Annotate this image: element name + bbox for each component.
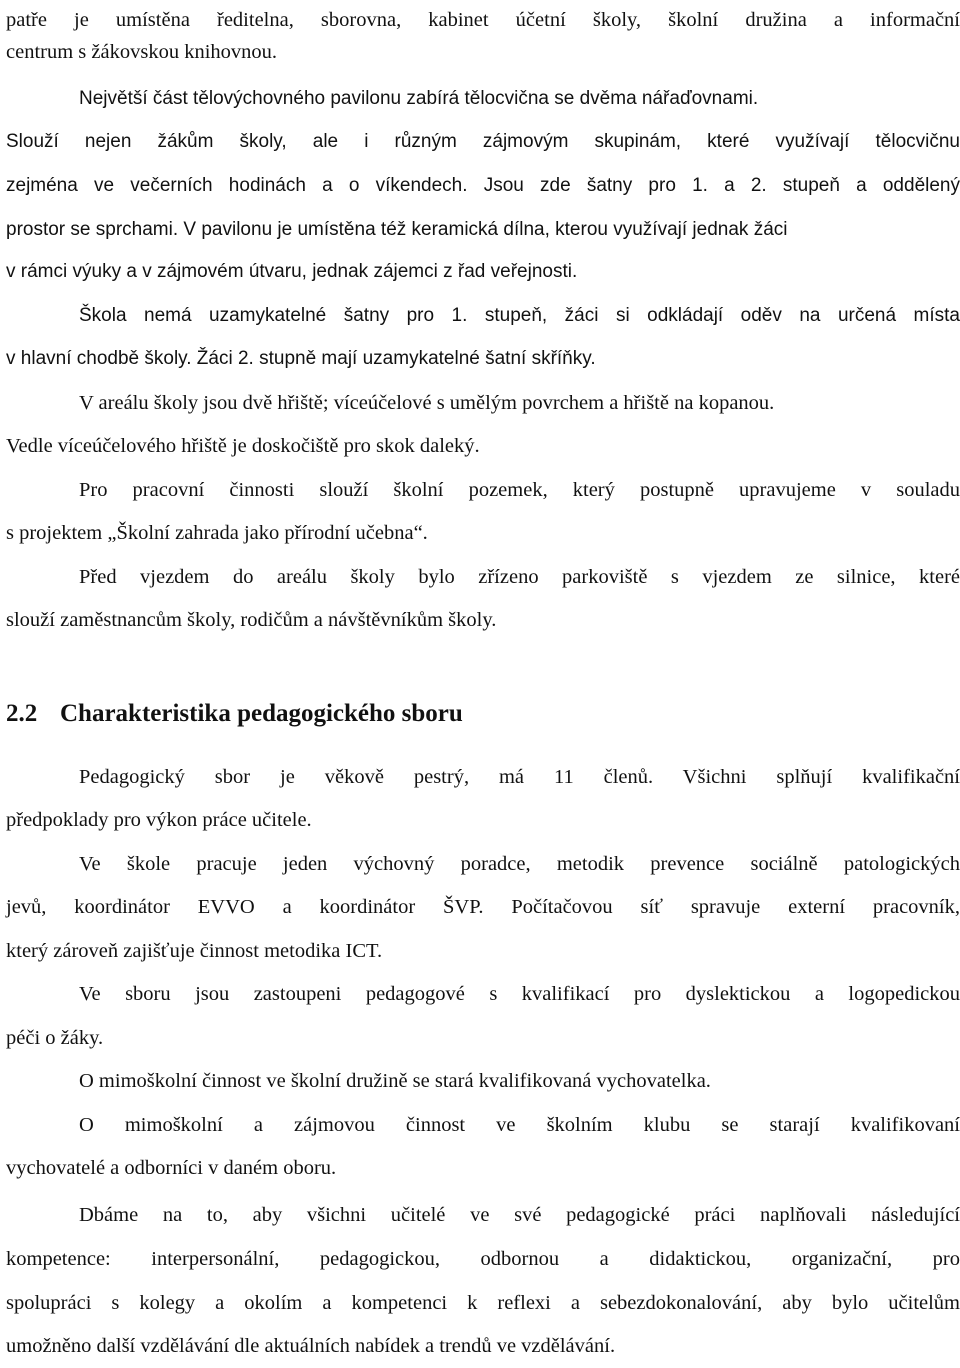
paragraph-line: umožněno další vzdělávání dle aktuálních nabídek a trendů ve vzdělávání. bbox=[6, 1335, 616, 1357]
paragraph-text: V pavilonu je umístěna též keramická dílna, kterou využívají jednak žáci bbox=[178, 219, 788, 240]
paragraph-line: Ve sboru jsou zastoupeni pedagogové s kvalifikací pro dyslektickou a logopedickou bbox=[79, 983, 960, 1005]
paragraph-text: prostor se sprchami. bbox=[6, 219, 179, 240]
paragraph-line: Dbáme na to, aby všichni učitelé ve své pedagogické práci naplňovali následující bbox=[79, 1204, 960, 1226]
paragraph-line: vychovatelé a odborníci v daném oboru. bbox=[6, 1157, 337, 1179]
paragraph-line: spolupráci s kolegy a okolím a kompetenci k reflexi a sebezdokonalování, aby bylo učitelům bbox=[6, 1292, 960, 1314]
paragraph-line: předpoklady pro výkon práce učitele. bbox=[6, 809, 312, 831]
paragraph-line: jevů, koordinátor EVVO a koordinátor ŠVP. Počítačovou síť spravuje externí pracovník, bbox=[6, 896, 960, 918]
paragraph-line: Pedagogický sbor je věkově pestrý, má 11 členů. Všichni splňují kvalifikační bbox=[79, 766, 960, 788]
paragraph-line: V areálu školy jsou dvě hřiště; víceúčelové s umělým povrchem a hřiště na kopanou. bbox=[79, 392, 775, 414]
paragraph-line: Vedle víceúčelového hřiště je doskočiště pro skok daleký. bbox=[6, 435, 480, 457]
paragraph-line: Slouží nejen žákům školy, ale i různým zájmovým skupinám, které využívají tělocvičnu bbox=[6, 131, 960, 152]
paragraph-line: O mimoškolní a zájmovou činnost ve školním klubu se starají kvalifikovaní bbox=[79, 1114, 960, 1136]
paragraph-line: Ve škole pracuje jeden výchovný poradce, metodik prevence sociálně patologických bbox=[79, 853, 960, 875]
paragraph-line: patře je umístěna ředitelna, sborovna, kabinet účetní školy, školní družina a informační bbox=[6, 9, 960, 31]
paragraph-line: centrum s žákovskou knihovnou. bbox=[6, 41, 278, 63]
paragraph-line: O mimoškolní činnost ve školní družině se stará kvalifikovaná vychovatelka. bbox=[79, 1070, 711, 1092]
paragraph-line: v rámci výuky a v zájmovém útvaru, jednak zájemci z řad veřejnosti. bbox=[6, 261, 578, 282]
paragraph-line: zejména ve večerních hodinách a o víkendech. Jsou zde šatny pro 1. a 2. stupeň a oddělený bbox=[6, 175, 960, 196]
paragraph-line: slouží zaměstnancům školy, rodičům a návštěvníkům školy. bbox=[6, 609, 497, 631]
paragraph-line: s projektem „Školní zahrada jako přírodní učebna“. bbox=[6, 522, 428, 544]
paragraph-line bbox=[6, 207, 960, 251]
section-heading bbox=[6, 689, 960, 739]
paragraph-line: Škola nemá uzamykatelné šatny pro 1. stupeň, žáci si odkládají oděv na určená místa bbox=[79, 305, 960, 326]
paragraph-line: Největší část tělovýchovného pavilonu zabírá tělocvična se dvěma nářaďovnami. bbox=[79, 88, 759, 109]
paragraph-line: kompetence: interpersonální, pedagogickou, odbornou a didaktickou, organizační, pro bbox=[6, 1248, 960, 1270]
paragraph-line: péči o žáky. bbox=[6, 1027, 104, 1049]
paragraph-line: Před vjezdem do areálu školy bylo zřízeno parkoviště s vjezdem ze silnice, které bbox=[79, 566, 960, 588]
paragraph-line: Pro pracovní činnosti slouží školní pozemek, který postupně upravujeme v souladu bbox=[79, 479, 960, 501]
paragraph-line: který zároveň zajišťuje činnost metodika ICT. bbox=[6, 940, 383, 962]
paragraph-line: v hlavní chodbě školy. Žáci 2. stupně mají uzamykatelné šatní skříňky. bbox=[6, 348, 596, 369]
section-number: 2.2 bbox=[6, 700, 38, 727]
section-title: Charakteristika pedagogického sboru bbox=[60, 700, 463, 727]
